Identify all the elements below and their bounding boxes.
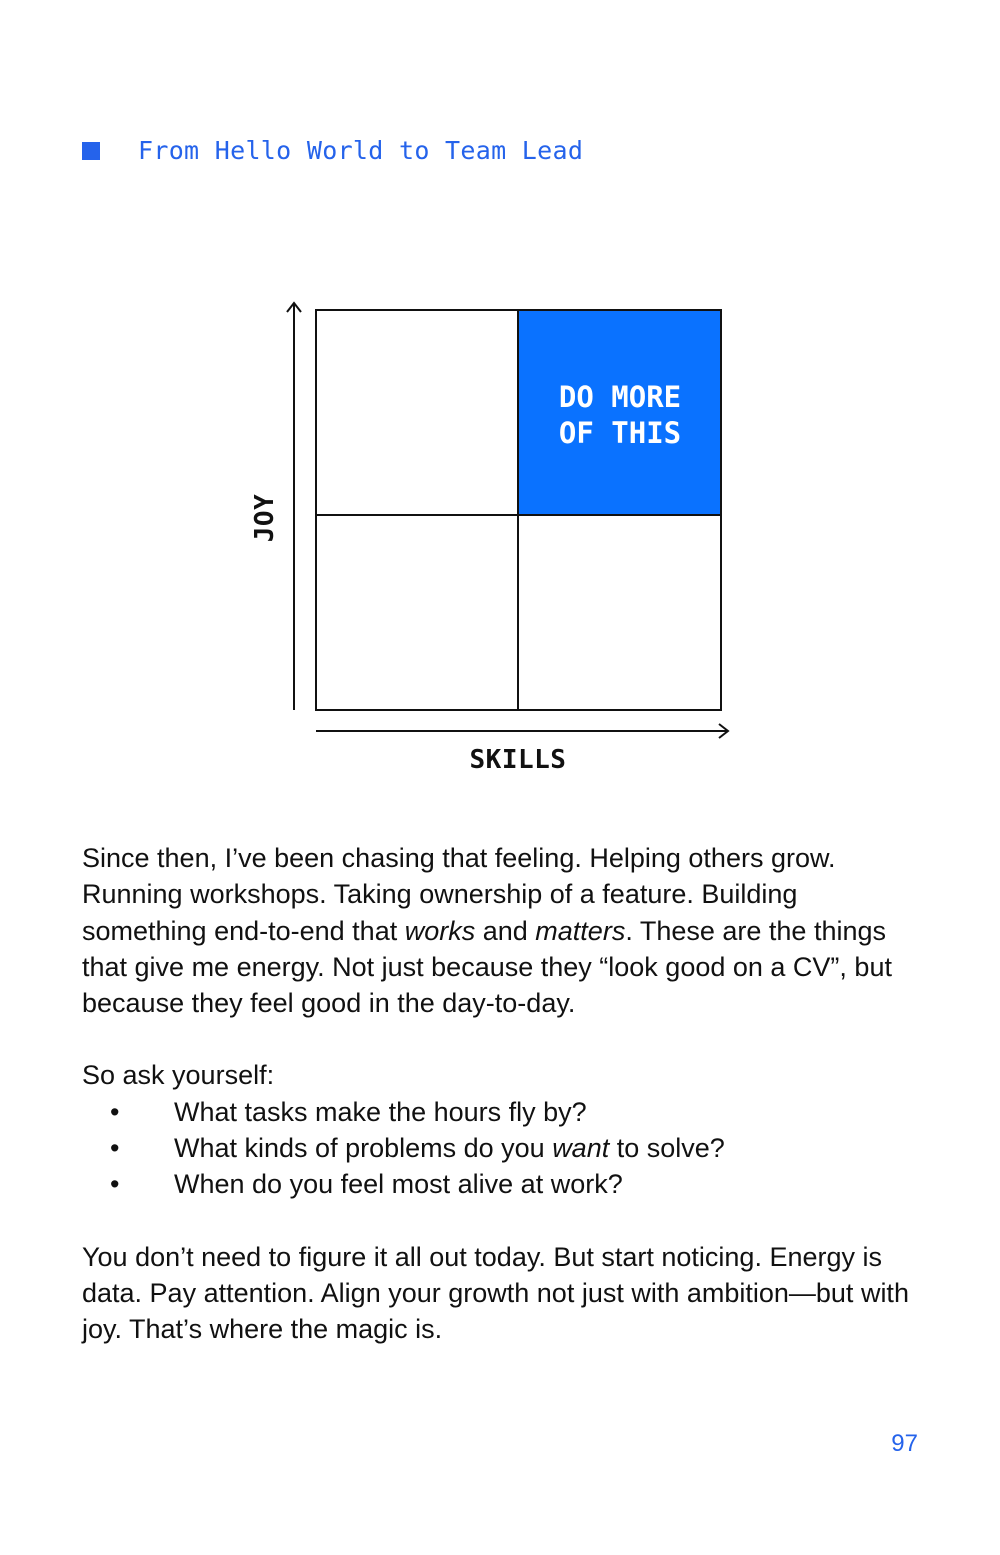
- paragraph-text: Since then, I’ve been chasing that feeling. Helping others grow. Running workshops. Taking ownership of a feature. Building something end-to-end that: [82, 843, 836, 946]
- paragraph-text: and: [475, 915, 536, 946]
- bullet-icon: •: [110, 1169, 120, 1200]
- emphasis-works: works: [404, 915, 476, 946]
- bullet-icon: •: [110, 1096, 120, 1127]
- question-text: What tasks make the hours fly by?: [174, 1096, 587, 1127]
- list-item: [82, 1094, 922, 1130]
- emphasis-matters: matters: [535, 915, 626, 946]
- paragraph-text: . These are the things that give me energy. Not just because they “look good on a CV”, but because they feel good in the day-to-day.: [82, 915, 892, 1019]
- body-text: [82, 840, 922, 1348]
- page-number: 97: [891, 1430, 918, 1457]
- highlight-quadrant-label: DO MORE OF THIS: [558, 380, 682, 450]
- book-title: From Hello World to Team Lead: [138, 136, 584, 165]
- question-text: When do you feel most alive at work?: [174, 1169, 623, 1200]
- paragraph-closing: You don’t need to figure it all out today. But start noticing. Energy is data. Pay attention. Align your growth not just with ambition—but with joy. That’s where the magic is.: [82, 1241, 909, 1345]
- paragraph-energy: [82, 840, 922, 1021]
- list-item: [82, 1130, 922, 1166]
- question-text: to solve?: [609, 1133, 725, 1164]
- bullet-icon: •: [110, 1133, 120, 1164]
- questions-list: [82, 1094, 922, 1203]
- x-axis-label: SKILLS: [469, 745, 567, 775]
- quadrant-grid: [240, 290, 760, 790]
- question-text: What kinds of problems do you: [174, 1133, 553, 1164]
- running-header: [82, 136, 583, 166]
- questions-intro: So ask yourself:: [82, 1060, 275, 1091]
- emphasis-want: want: [552, 1133, 610, 1164]
- y-axis-label: JOY: [250, 493, 280, 543]
- list-item: [82, 1166, 922, 1202]
- header-square-icon: [82, 142, 100, 160]
- joy-skills-diagram: [240, 290, 760, 790]
